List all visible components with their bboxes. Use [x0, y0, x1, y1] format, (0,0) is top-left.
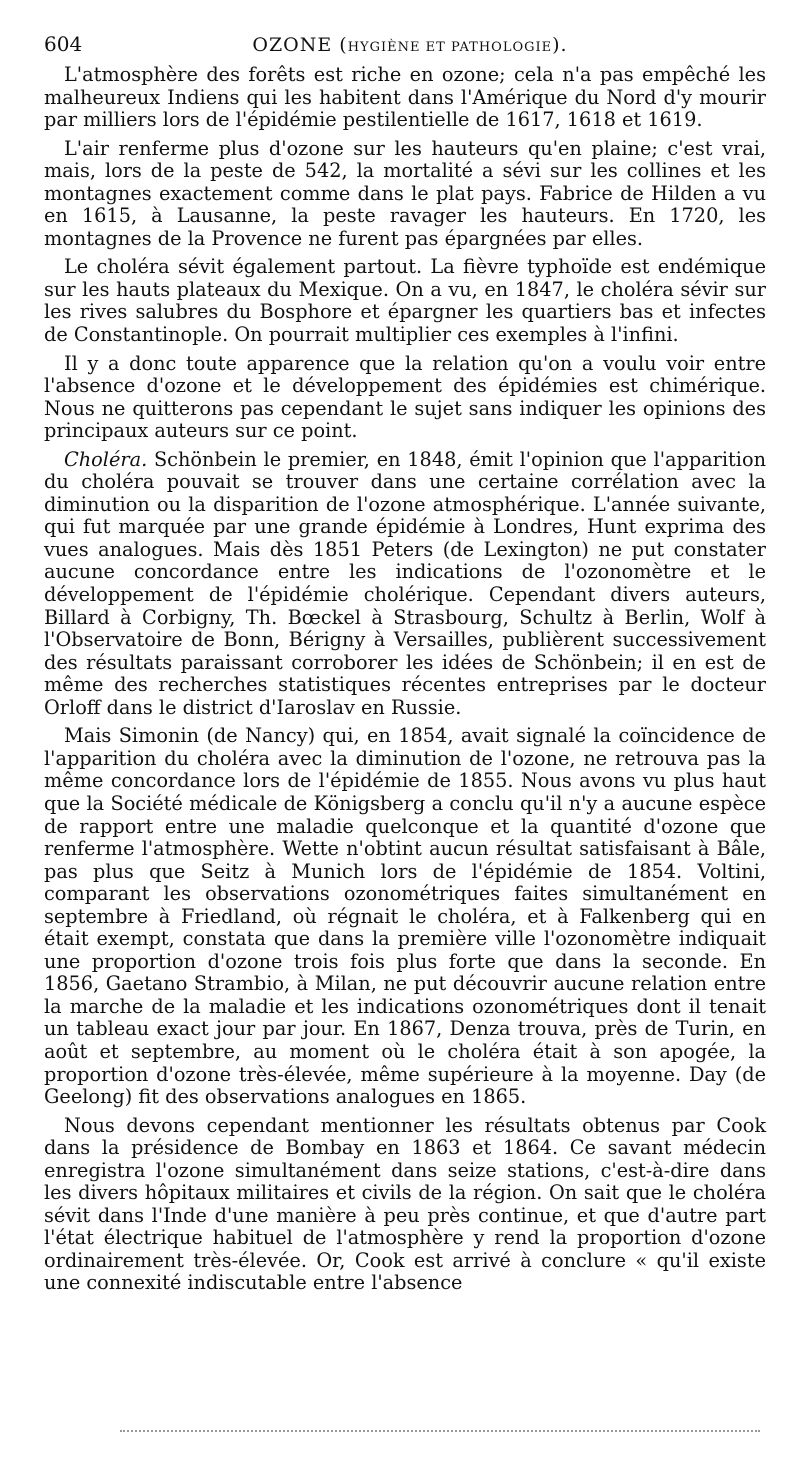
- paragraph-forests: L'atmosphère des forêts est riche en ozone; cela n'a pas empêché les malheureux Indiens qui les habitent dans l'Amérique du Nord d'y mourir par milliers lors de l'épidémie pestilentielle de 1617, 1618 et 1619.: [44, 63, 766, 132]
- book-page: [44, 32, 766, 1301]
- paragraph-cholera-section: [44, 449, 766, 720]
- running-title-main: OZONE (: [252, 34, 348, 56]
- page-body: [44, 64, 766, 1295]
- paragraph-simonin: Mais Simonin (de Nancy) qui, en 1854, avait signalé la coïncidence de l'apparition du choléra avec la diminution de l'ozone, ne retrouva pas la même concordance lors de l'épidémie de 1855. Nous avons vu plus haut que la Société médicale de Königsberg a conclu qu'il n'y a aucune espèce de rapport entre une maladie quelconque et la quantité d'ozone que renferme l'atmosphère. Wette n'obtint aucun résultat satisfaisant à Bâle, pas plus que Seitz à Munich lors de l'épidémie de 1854. Voltini, comparant les observations ozonométriques faites simultanément en septembre à Friedland, où régnait le choléra, et à Falkenberg qui en était exempt, constata que dans la première ville l'ozonomètre indiquait une proportion d'ozone trois fois plus forte que dans la seconde. En 1856, Gaetano Strambio, à Milan, ne put découvrir aucune relation entre la marche de la maladie et les indications ozonométriques dont il tenait un tableau exact jour par jour. En 1867, Denza trouva, près de Turin, en août et septembre, au moment où le choléra était à son apogée, la proportion d'ozone très-élevée, même supérieure à la moyenne. Day (de Geelong) fit des observations analogues en 1865.: [44, 724, 766, 1109]
- paragraph-cholera-everywhere: Le choléra sévit également partout. La fièvre typhoïde est endémique sur les hauts plateaux du Mexique. On a vu, en 1847, le choléra sévir sur les rives salubres du Bosphore et épargner les quartiers bas et infectes de Constantinople. On pourrait multiplier ces exemples à l'infini.: [44, 255, 766, 347]
- paragraph-cook: Nous devons cependant mentionner les résultats obtenus par Cook dans la présidence de Bombay en 1863 et 1864. Ce savant médecin enregistra l'ozone simultanément dans seize stations, c'est-à-dire dans les divers hôpitaux militaires et civils de la région. On sait que le choléra sévit dans l'Inde d'une manière à peu près continue, et que d'autre part l'état électrique habituel de l'atmosphère y rend la proportion d'ozone ordinairement très-élevée. Or, Cook est arrivé à conclure « qu'il existe une connexité indiscutable entre l'absence: [44, 1113, 766, 1295]
- section-cholera-text: Schönbein le premier, en 1848, émit l'opinion que l'apparition du choléra pouvait se trouver dans une certaine corrélation avec la diminution ou la disparition de l'ozone atmosphérique. L'année suivante, qui fut marquée par une grande épidémie à Londres, Hunt exprima des vues analogues. Mais dès 1851 Peters (de Lexington) ne put constater aucune concordance entre les indications de l'ozonomètre et le développement de l'épidémie cholérique. Cependant divers auteurs, Billard à Corbigny, Th. Bœckel à Strasbourg, Schultz à Berlin, Wolf à l'Observatoire de Bonn, Bérigny à Versailles, publièrent successivement des résultats paraissant corroborer les idées de Schönbein; il en est de même des recherches statistiques récentes entreprises par le docteur Orloff dans le district d'Iaroslav en Russie.: [44, 447, 766, 719]
- running-title-subtitle: HYGIÈNE ET PATHOLOGIE: [347, 40, 553, 55]
- paragraph-heights: L'air renferme plus d'ozone sur les hauteurs qu'en plaine; c'est vrai, mais, lors de la peste de 542, la mortalité a sévi sur les collines et les montagnes exactement comme dans le plat pays. Fabrice de Hilden a vu en 1615, à Lausanne, la peste ravager les hauteurs. En 1720, les montagnes de la Provence ne furent pas épargnées par elles.: [44, 136, 766, 250]
- running-title: [114, 34, 766, 56]
- page-number: 604: [44, 32, 83, 56]
- footer-scan-artifact: [120, 1430, 760, 1436]
- running-header: [44, 32, 766, 60]
- running-title-end: ).: [552, 34, 568, 56]
- section-lead-cholera: Choléra.: [64, 447, 148, 471]
- paragraph-chimerical: Il y a donc toute apparence que la relation qu'on a voulu voir entre l'absence d'ozone et le développement des épidémies est chimérique. Nous ne quitterons pas cependant le sujet sans indiquer les opinions des principaux auteurs sur ce point.: [44, 351, 766, 443]
